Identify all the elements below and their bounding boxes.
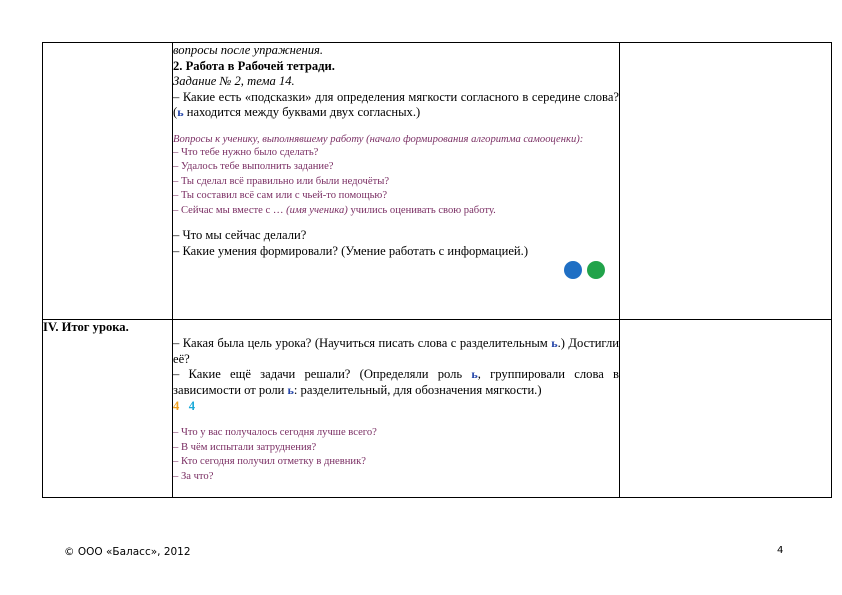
text-span: учились оценивать свою работу. [347, 204, 496, 216]
soft-sign-symbol: ь [287, 382, 294, 397]
question-item: – В чём испытали затруднения? [173, 441, 317, 453]
section-heading: 2. Работа в Рабочей тетради. [173, 58, 335, 73]
stage-title: IV. Итог урока. [43, 320, 173, 498]
question-paragraph [173, 90, 619, 121]
question-item: – За что? [173, 470, 214, 482]
task-reference: Задание № 2, тема 14. [173, 74, 295, 88]
text-line: вопросы после упражнения. [173, 43, 324, 57]
summary-paragraph [173, 336, 619, 367]
text-span: – Какие есть «подсказки» для определения мягкости согласного в середине слова? ( [173, 89, 619, 119]
soft-sign-symbol: ь [471, 367, 478, 381]
closing-question: – Что мы сейчас делали? [173, 228, 307, 242]
text-span: , группировали слова в зависимости от роли [173, 367, 619, 397]
summary-paragraph [173, 367, 619, 398]
question-item: – Ты сделал всё правильно или были недочёты? [173, 175, 390, 187]
assessment-circles [173, 259, 619, 281]
lesson-table [42, 42, 832, 498]
notes-cell [620, 43, 832, 320]
question-item: – Ты составил всё сам или с чьей-то помощью? [173, 190, 388, 201]
text-span: (имя ученика) [286, 204, 348, 216]
stage-cell-empty [43, 43, 173, 320]
question-item [173, 204, 619, 219]
green-circle-icon [587, 261, 605, 279]
text-span: .) Достигли её? [173, 336, 619, 366]
content-cell [173, 320, 620, 498]
content-cell [173, 43, 620, 320]
question-item: – Что у вас получалось сегодня лучше всего? [173, 427, 377, 438]
closing-question: – Какие умения формировали? (Умение работать с информацией.) [173, 243, 529, 258]
questions-intro: Вопросы к ученику, выполнявшему работу (начало формирования алгоритма самооценки): [173, 133, 584, 145]
score-number: 4 [173, 399, 180, 413]
table-row [43, 320, 832, 498]
text-span: : разделительный, для обозначения мягкости.) [293, 382, 542, 397]
score-numbers [173, 398, 619, 414]
question-item: – Что тебе нужно было сделать? [173, 146, 319, 158]
text-span: – Какие ещё задачи решали? (Определяли роль [173, 367, 472, 381]
table-row [43, 43, 832, 320]
text-span: находится между буквами двух согласных.) [183, 105, 421, 119]
text-span: – Какая была цель урока? (Научиться писать слова с разделительным [173, 336, 552, 350]
score-number: 4 [188, 399, 196, 413]
page-number: 4 [777, 545, 784, 556]
question-item: – Удалось тебе выполнить задание? [173, 161, 334, 172]
copyright-footer: © ООО «Баласс», 2012 [64, 546, 191, 558]
question-item: – Кто сегодня получил отметку в дневник? [173, 456, 366, 467]
text-span: – Сейчас мы вместе с … [173, 204, 287, 216]
soft-sign-symbol: ь [551, 336, 558, 350]
notes-cell [620, 320, 832, 498]
soft-sign-symbol: ь [177, 105, 184, 119]
blue-circle-icon [564, 261, 582, 279]
